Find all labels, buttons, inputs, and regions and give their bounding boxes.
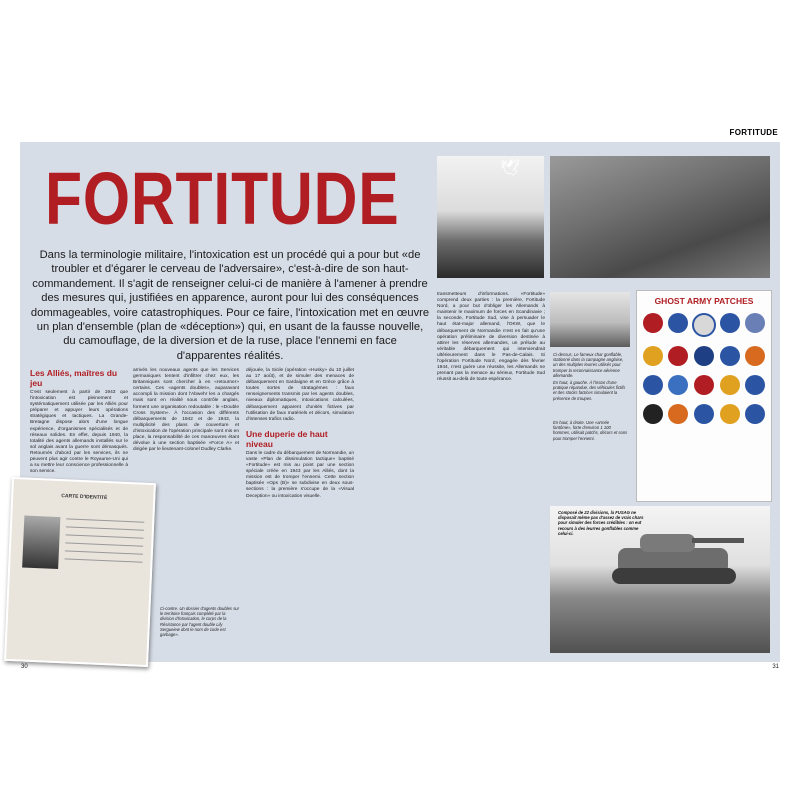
soldier-dove-photo [437,156,544,278]
patch-icon [745,375,765,395]
patches-title: GHOST ARMY PATCHES [654,296,754,306]
patch-grid [643,313,765,424]
caption: Composé de 22 divisions, la FUSAG ne disposait même pas d'assez de vrais chars pour simuler des forces crédibles : on eut recours à des leurres gonflables comme celui-ci. [558,510,644,536]
body-text: Dans le cadre du débarquement de Normandie, un vaste «Plan de dissimulation tactique» baptisé «Fortitude» est mis au point par une section spéciale créée en 1943 par les Alliés, dont la mission est de tromper l'ennemi. Cette section baptisée «Ops (B)» se subdivise en deux sous-sections : la première s'occupe de la «Visual Deception» ou intoxication visuelle. [246,450,354,499]
article-title: FORTITUDE [45,157,400,240]
patch-icon [643,313,663,333]
body-text: déjouée, la Sicile (opération «Husky» du 10 juillet au 17 août), et de simuler des menaces de débarquement en Sardaigne et en Grèce grâce à toutes sortes de stratagèmes : faux renseignements transmis par les agents doubles, niveaux diplomatiques, intoxications calculées, débarquement apparent d'unités fictives par l'utilisation de faux matériels et décors, simulation d'intenses trafics radio. [246,368,354,422]
patch-icon [692,313,716,337]
body-text: C'est seulement à partir de 1943 que l'intoxication est pleinement et systématiquement utilisée par les Alliés pour préparer et appuyer leurs opérations stratégiques et tactiques. La Grande-Bretagne dispose alors d'une longue expérience, d'organismes spécialisés et de réseaux solides. En effet, depuis 1940, la totalité des agents allemands installés sur le sol anglais avant la guerre sont démasqués. Retournés d'abord par les services, ils ne peuvent plus agir contre le Royaume-Uni qui a su mettre leur conscience professionnelle à son service. [30,390,128,475]
patch-icon [720,404,740,424]
patch-icon [745,313,765,333]
running-header: FORTITUDE [729,128,778,137]
aerial-photo [550,156,770,278]
patch-icon [745,404,765,424]
patch-icon [668,404,688,424]
patch-icon [668,346,688,366]
card-lines [64,511,144,569]
patch-icon [720,375,740,395]
column-4 [437,292,545,383]
caption: Ci-contre. Un dossier d'agents doubles sur le territoire français complété par la division d'intoxication, le corps de la Résistance par l'agent double Lily Sergueiew dont le nom de code est garbage». [160,606,240,638]
caption: Ci-dessus, Le fameux char gonflable, stationné dans la campagne anglaise, un des multiples leurres utilisés pour tromper la reconnaissance aérienne allemande. [553,352,624,378]
ghost-army-patches [636,290,772,502]
patch-icon [668,375,688,395]
column-2 [133,368,239,453]
body-text: arrivés les nouveaux agents que les Services germaniques tentent d'infiltrer chez eux, les Britanniques sont chercher à en «retourner» certains. Ces «agents doubles», auparavant accompli la mission dont l'Abwehr les a chargés mais sont en réalité sous contrôle anglais, forment une organisation redoutable : le «Double Cross System». À l'occasion des différents débarquements de 1942 et de 1943, la multiplicité des plans de couverture et d'intoxication de l'opération principale sont mis en place, la responsabilité de ces manœuvres étant dévolue à une section baptisée «Force A» et dirigée par le lieutenant-colonel Dudley Clarke. [133,368,239,453]
dove-icon: 🕊 [500,160,521,177]
decoy-vehicles-photo [550,292,630,347]
patch-icon [643,375,663,395]
identity-card-image [4,477,156,667]
patch-icon [694,346,714,366]
patch-icon [694,404,714,424]
patch-icon [745,346,765,366]
patch-icon [643,404,663,424]
patch-icon [720,346,740,366]
section-heading-allies: Les Alliés, maîtres du jeu [30,368,118,388]
intro-paragraph: Dans la terminologie militaire, l'intoxication est un procédé qui a pour but «de troubler et d'égarer le cerveau de l'adversaire», c'est-à-dire de son haut-commandement. Il s'agit de renseigner celui-ci de manière à l'amener à prendre des mesures qui, justifiées en apparence, auront pour lui des conséquences dommageables, voire catastrophiques. Pour ce faire, l'intoxication met en œuvre un plan d'ensemble (plan de «déception») qui, en usant de la fausse nouvelle, du camouflage, de la diversion et de la ruse, place l'ennemi en face d'apparentes réalités. [30,249,430,362]
card-label: CARTE D'IDENTITÉ [61,493,108,502]
page-number-right: 31 [772,664,779,670]
caption: En haut, à droite. Une «armée fantôme», forte d'environ 1 100 hommes, utilisait patchs, décors et sons pour tromper l'ennemi. [553,420,628,441]
portrait [22,516,60,570]
page-number-left: 30 [21,664,28,670]
patch-icon [643,346,663,366]
patch-icon [720,313,740,333]
tank-icon [600,520,750,590]
column-1 [30,368,128,475]
body-text: transmetteurs d'informations. «Fortitude» comprend deux parties : la première, Fortitude Nord, a pour but d'obliger les Allemands à maintenir le maximum de forces en Scandinavie ; la seconde, Fortitude Sud, vise à persuader le haut état-major allemand, l'OKW, que le débarquement de Normandie n'est en fait qu'une opération préliminaire de diversion destinée à attirer les réserves allemandes, un prélude au véritable débarquement qui interviendrait ultérieurement dans le Pas-de-Calais. Si l'opération Fortitude Nord, engagée dès février 1944, n'est guère une réussite, les Allemands ne prenant pas la menace au sérieux, Fortitude Sud réussit au-delà de toute espérance. [437,292,545,383]
column-3 [246,368,354,500]
patch-icon [694,375,714,395]
patch-icon [668,313,688,333]
section-heading-duperie: Une duperie de haut niveau [246,428,328,449]
caption: En haut, à gauche. À l'instar d'une pratique répandue, des véhicules fictifs et des stocks factices simulaient la présence de troupes. [553,380,626,401]
